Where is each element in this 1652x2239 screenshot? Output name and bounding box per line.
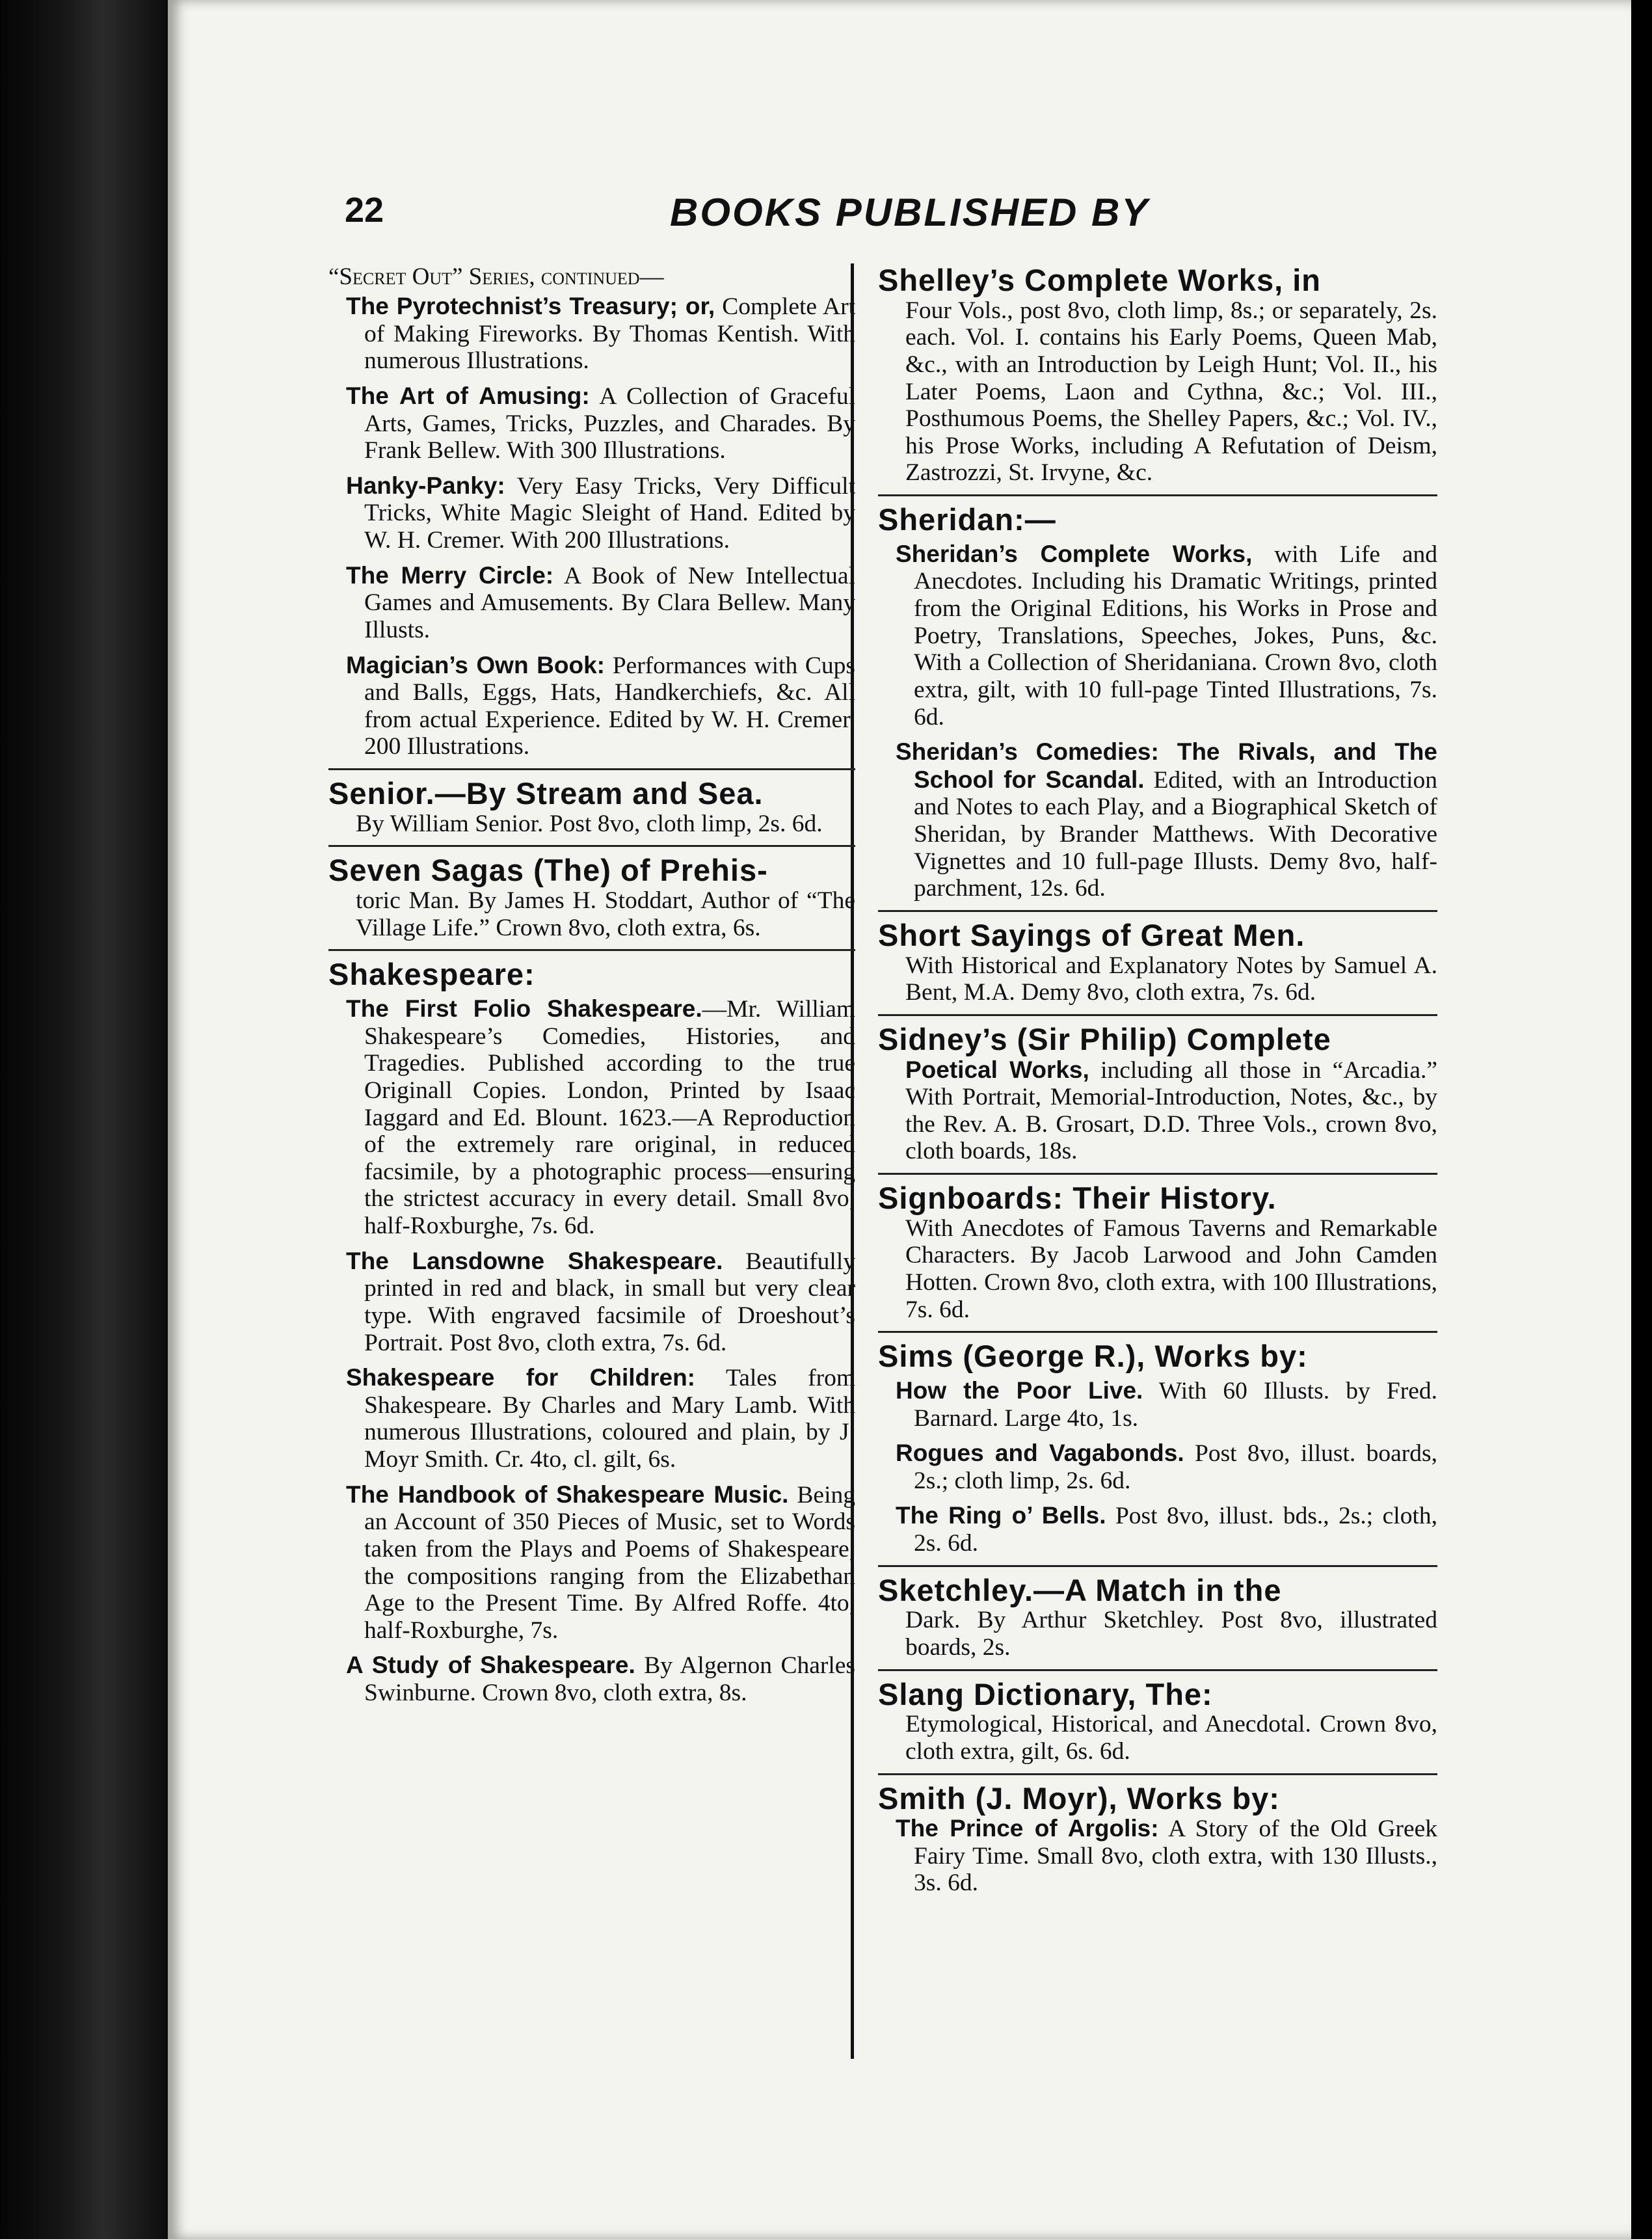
entry-heading: Short Sayings of Great Men. <box>878 917 1305 952</box>
page-header <box>345 190 1450 242</box>
entry-text: with Life and Anecdotes. Including his Dramatic Writings, printed from the Original Editions, his Works in Prose and Poetry, Translations, Speeches, Jokes, Puns, &c. With a Collection of Sheridaniana. Crown 8vo, cloth extra, gilt, with 10 full-page Tinted Illustrations, 7s. 6d. <box>914 541 1437 731</box>
entry-lansdowne <box>328 1248 855 1357</box>
entry-shelley <box>878 263 1437 487</box>
entry-text: By Algernon Charles Swinburne. Crown 8vo, cloth extra, 8s. <box>364 1652 855 1706</box>
entry-text: Very Easy Tricks, Very Difficult Tricks, White Magic Sleight of Hand. Edited by W. H. Cremer. With 200 Illustrations. <box>364 472 855 554</box>
entry-heading: Slang Dictionary, The: <box>878 1676 1213 1711</box>
page-number: 22 <box>345 191 384 230</box>
entry-title: The First Folio Shakespeare. <box>346 995 702 1022</box>
entry-heading: Senior.—By Stream and Sea. <box>328 776 764 811</box>
entry-heading: Seven Sagas (The) of Prehis- <box>328 853 768 888</box>
section-rule <box>878 1773 1437 1775</box>
entry-text: With 60 Illusts. by Fred. Barnard. Large 4to, 1s. <box>914 1377 1437 1432</box>
book-spine <box>0 0 172 2239</box>
entry-heading: Sidney’s (Sir Philip) Complete <box>878 1021 1331 1056</box>
section-rule <box>878 1173 1437 1175</box>
entry-hanky-panky <box>328 472 855 554</box>
entry-text: With Historical and Explanatory Notes by Samuel A. Bent, M.A. Demy 8vo, cloth extra, 7s. 6d. <box>905 952 1437 1006</box>
entry-shakespeare-children <box>328 1364 855 1473</box>
entry-sheridan-comedies <box>878 738 1437 902</box>
entry-short-sayings <box>878 918 1437 1006</box>
entry-title: The Handbook of Shakespeare Music. <box>346 1481 789 1508</box>
section-rule <box>328 768 855 770</box>
entry-title: The Merry Circle: <box>346 561 554 589</box>
section-rule <box>328 949 855 951</box>
entry-title: Magician’s Own Book: <box>346 651 605 678</box>
entry-first-folio <box>328 995 855 1240</box>
section-rule <box>878 1331 1437 1333</box>
entry-heading: Signboards: Their History. <box>878 1181 1277 1215</box>
entry-text: toric Man. By James H. Stoddart, Author of “The Village Life.” Crown 8vo, cloth extra, 6s. <box>356 887 855 941</box>
series-label: “Secret Out” Series, continued— <box>328 263 664 290</box>
entry-sketchley <box>878 1574 1437 1661</box>
entry-title: Sheridan’s Complete Works, <box>896 540 1253 567</box>
entry-text: —Mr. William Shakespeare’s Comedies, Histories, and Tragedies. Published according to the true Originall Copies. London, Printed by Isaac Iaggard and Ed. Blount. 1623.—A Reproduction of the extremely rare original, in reduced facsimile, by a photographic process—ensuring the strictest accuracy in every detail. Small 8vo, half-Roxburghe, 7s. 6d. <box>364 996 856 1239</box>
entry-magicians-own-book <box>328 652 855 761</box>
left-column <box>328 263 855 1715</box>
entry-text: Beautifully printed in red and black, in small but very clear type. With engraved facsimile of Droeshout’s Portrait. Post 8vo, cloth extra, 7s. 6d. <box>364 1248 855 1356</box>
entry-sheridan-works <box>878 541 1437 731</box>
section-heading-sims: Sims (George R.), Works by: <box>878 1339 1308 1374</box>
entry-text: Being an Account of 350 Pieces of Music, set to Words taken from the Plays and Poems of Shakespeare, the compositions ranging from the Elizabethan Age to the Present Time. By Alfred Roffe. 4to, half-Roxburghe, 7s. <box>364 1481 855 1644</box>
entry-seven-sagas <box>328 853 855 941</box>
entry-text: Complete Art of Making Fireworks. By Thomas Kentish. With numerous Illustrations. <box>364 293 856 375</box>
entry-how-poor-live <box>878 1377 1437 1432</box>
entry-heading: Sketchley.—A Match in the <box>878 1572 1282 1607</box>
entry-text: A Story of the Old Greek Fairy Time. Small 8vo, cloth extra, with 130 Illusts., 3s. 6d. <box>914 1816 1438 1897</box>
entry-text: Tales from Shakespeare. By Charles and Mary Lamb. With numerous Illustrations, coloured and plain, by J. Moyr Smith. Cr. 4to, cl. gilt, 6s. <box>364 1365 856 1473</box>
entry-text: With Anecdotes of Famous Taverns and Remarkable Characters. By Jacob Larwood and John Camden Hotten. Crown 8vo, cloth extra, with 100 Illustrations, 7s. 6d. <box>905 1214 1437 1323</box>
entry-text: Performances with Cups and Balls, Eggs, Hats, Handkerchiefs, &c. All from actual Experience. Edited by W. H. Cremer. 200 Illustrations. <box>364 652 856 760</box>
entry-text: Post 8vo, illust. bds., 2s.; cloth, 2s. 6d. <box>914 1503 1437 1557</box>
entry-title: The Ring o’ Bells. <box>896 1502 1106 1529</box>
entry-heading: Smith (J. Moyr), Works by: <box>878 1780 1280 1816</box>
entry-title: The Prince of Argolis: <box>896 1815 1159 1842</box>
entry-title: Sheridan’s Comedies: The Rivals, and The School for Scandal. <box>896 738 1437 793</box>
entry-text: Four Vols., post 8vo, cloth limp, 8s.; or separately, 2s. each. Vol. I. contains his Early Poems, Queen Mab, &c., with an Introduction by Leigh Hunt; Vol. II., his Later Poems, Laon and Cythna, &c.; Vol. III., Posthumous Poems, the Shelley Papers, &c.; Vol. IV., his Prose Works, including A Refutation of Deism, Zastrozzi, St. Irvyne, &c. <box>905 297 1437 487</box>
entry-slang-dictionary <box>878 1678 1437 1765</box>
entry-text: Etymological, Historical, and Anecdotal. Crown 8vo, cloth extra, gilt, 6s. 6d. <box>905 1711 1437 1765</box>
running-head: BOOKS PUBLISHED BY <box>670 191 1150 234</box>
entry-handbook-music <box>328 1481 855 1644</box>
entry-text: A Book of New Intellectual Games and Amusements. By Clara Bellew. Many Illusts. <box>364 562 855 643</box>
entry-ring-o-bells <box>878 1502 1437 1557</box>
entry-title: A Study of Shakespeare. <box>346 1652 635 1679</box>
entry-heading: Shelley’s Complete Works, in <box>878 263 1321 297</box>
section-rule <box>878 1565 1437 1567</box>
section-rule <box>328 845 855 847</box>
entry-study-shakespeare <box>328 1652 855 1706</box>
entry-art-of-amusing <box>328 382 855 464</box>
entry-text: A Collection of Graceful Arts, Games, Tricks, Puzzles, and Charades. By Frank Bellew. With 300 Illustrations. <box>364 382 855 464</box>
entry-senior <box>328 777 855 837</box>
entry-text: By William Senior. Post 8vo, cloth limp, 2s. 6d. <box>356 810 823 837</box>
entry-text: Dark. By Arthur Sketchley. Post 8vo, illustrated boards, 2s. <box>905 1607 1437 1661</box>
entry-title: Rogues and Vagabonds. <box>896 1440 1184 1467</box>
entry-rogues-vagabonds <box>878 1440 1437 1494</box>
right-column <box>878 263 1437 1905</box>
section-rule <box>878 494 1437 496</box>
entry-pyrotechnist <box>328 293 855 375</box>
entry-text: Post 8vo, illust. boards, 2s.; cloth limp, 2s. 6d. <box>914 1440 1437 1494</box>
section-rule <box>878 1669 1437 1671</box>
section-heading-sheridan: Sheridan:— <box>878 502 1056 537</box>
entry-smith <box>878 1782 1437 1897</box>
entry-text: Edited, with an Introduction and Notes to each Play, and a Biographical Sketch of Sheridan, by Brander Matthews. With Decorative Vignettes and 10 full-page Illusts. Demy 8vo, half-parchment, 12s. 6d. <box>914 766 1438 902</box>
entry-sidney <box>878 1023 1437 1165</box>
entry-title: Hanky-Panky: <box>346 472 505 499</box>
entry-merry-circle <box>328 562 855 644</box>
entry-title: The Pyrotechnist’s Treasury; or, <box>346 293 715 320</box>
section-heading-shakespeare: Shakespeare: <box>328 957 535 992</box>
section-rule <box>878 1014 1437 1016</box>
entry-title: The Lansdowne Shakespeare. <box>346 1247 723 1274</box>
section-rule <box>878 910 1437 912</box>
entry-title: How the Poor Live. <box>896 1376 1143 1404</box>
entry-title: Poetical Works, <box>905 1056 1089 1083</box>
right-page-edge <box>1631 0 1652 2239</box>
entry-title: Shakespeare for Children: <box>346 1364 696 1391</box>
entry-text: including all those in “Arcadia.” With Portrait, Memorial-Introduction, Notes, &c., by the Rev. A. B. Grosart, D.D. Three Vols., crown 8vo, cloth boards, 18s. <box>905 1056 1438 1165</box>
entry-title: The Art of Amusing: <box>346 382 590 409</box>
entry-signboards <box>878 1181 1437 1323</box>
